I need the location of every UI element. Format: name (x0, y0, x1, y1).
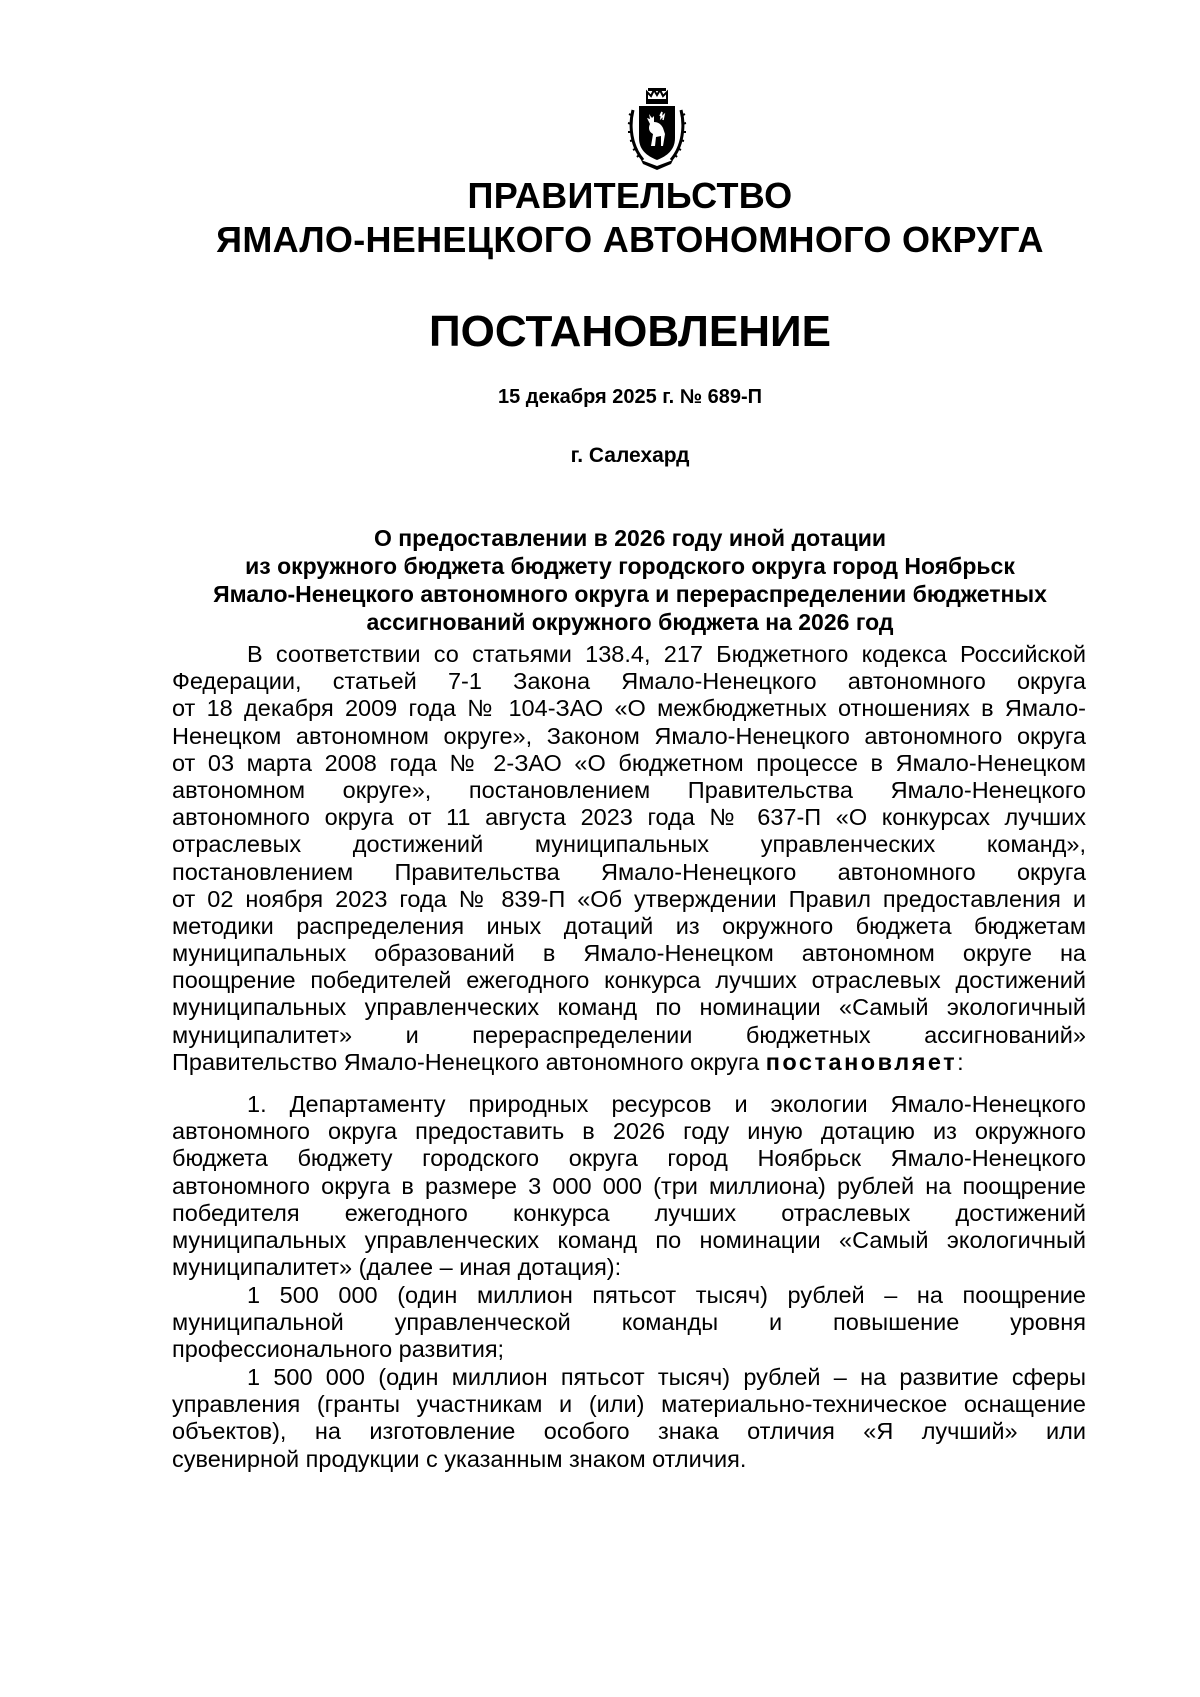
paragraph-line: отраслевых достижений муниципальных управленческих команд», (172, 831, 1086, 858)
paragraph-line: В соответствии со статьями 138.4, 217 Бюджетного кодекса Российской (247, 641, 1086, 667)
organization-title-line1: ПРАВИТЕЛЬСТВО (467, 175, 793, 216)
paragraph-line: автономном округе», постановлением Правительства Ямало-Ненецкого (172, 776, 1086, 803)
paragraph-line: сувенирной продукции с указанным знаком отличия. (172, 1445, 747, 1472)
paragraph-line: поощрение победителей ежегодного конкурса лучших отраслевых достижений (172, 967, 1086, 994)
paragraph-line: от 02 ноября 2023 года № 839-П «Об утверждении Правил предоставления и (172, 885, 1086, 912)
paragraph-line: профессионального развития; (172, 1336, 505, 1363)
subject-line: из окружного бюджета бюджету городского округа город Ноябрьск (245, 553, 1015, 579)
paragraph-line: автономного округа от 11 августа 2023 года № 637-П «О конкурсах лучших (172, 804, 1086, 831)
subject-line: Ямало-Ненецкого автономного округа и перераспределении бюджетных (213, 581, 1047, 607)
paragraph-line: 1. Департаменту природных ресурсов и экологии Ямало-Ненецкого (247, 1091, 1086, 1117)
document-place: г. Салехард (570, 444, 690, 467)
paragraph-line: муниципальной управленческой команды и повышение уровня (172, 1309, 1086, 1336)
resolves-keyword: постановляет (765, 1048, 958, 1075)
paragraph-line: методики распределения иных дотаций из окружного бюджета бюджетам (172, 912, 1086, 939)
paragraph-line: управления (гранты участникам и (или) материально-техническое оснащение (172, 1391, 1086, 1418)
paragraph-line: победителя ежегодного конкурса лучших отраслевых достижений (172, 1199, 1086, 1226)
document-date-number: 15 декабря 2025 г. № 689-П (497, 386, 763, 408)
item-1-paragraph (172, 1091, 1086, 1281)
subject-line: О предоставлении в 2026 году иной дотации (373, 525, 887, 551)
paragraph-line: муниципалитет» (далее – иная дотация): (172, 1254, 622, 1281)
item-1-part-b-paragraph (172, 1364, 1086, 1473)
paragraph-line: Федерации, статьей 7-1 Закона Ямало-Ненецкого автономного округа (172, 668, 1086, 695)
paragraph-line: автономного округа предоставить в 2026 году иную дотацию из окружного (172, 1118, 1086, 1145)
preamble-paragraph (172, 641, 1086, 1076)
paragraph-line: постановлением Правительства Ямало-Ненецкого автономного округа (172, 858, 1086, 885)
paragraph-line-final (172, 1049, 1086, 1076)
paragraph-line: объектов), на изготовление особого знака отличия «Я лучший» или (172, 1418, 1086, 1445)
paragraph-line: от 03 марта 2008 года № 2-ЗАО «О бюджетном процессе в Ямало-Ненецком (172, 749, 1086, 776)
paragraph-line: муниципальных управленческих команд по номинации «Самый экологичный (172, 994, 1086, 1021)
paragraph-line: 1 500 000 (один миллион пятьсот тысяч) рублей – на развитие сферы (247, 1364, 1086, 1390)
paragraph-line: муниципалитет» и перераспределении бюджетных ассигнований» (172, 1021, 1086, 1048)
paragraph-line: муниципальных образований в Ямало-Ненецком автономном округе на (172, 940, 1086, 967)
document-type: ПОСТАНОВЛЕНИЕ (428, 307, 832, 356)
document-subject (160, 524, 1100, 636)
paragraph-line: 1 500 000 (один миллион пятьсот тысяч) рублей – на поощрение (247, 1282, 1086, 1308)
paragraph-line: бюджета бюджету городского округа город Ноябрьск Ямало-Ненецкого (172, 1145, 1086, 1172)
colon: : (957, 1048, 964, 1075)
organization-title-line2: ЯМАЛО-НЕНЕЦКОГО АВТОНОМНОГО ОКРУГА (216, 219, 1044, 260)
item-1-part-a-paragraph (172, 1282, 1086, 1364)
subject-line: ассигнований окружного бюджета на 2026 год (366, 609, 894, 635)
paragraph-line: автономного округа в размере 3 000 000 (три миллиона) рублей на поощрение (172, 1172, 1086, 1199)
yamalo-nenets-coat-of-arms-icon (627, 86, 687, 172)
paragraph-line: муниципальных управленческих команд по номинации «Самый экологичный (172, 1226, 1086, 1253)
paragraph-line: от 18 декабря 2009 года № 104-ЗАО «О межбюджетных отношениях в Ямало- (172, 695, 1086, 722)
government-text: Правительство Ямало-Ненецкого автономного округа (172, 1048, 760, 1075)
paragraph-line: Ненецком автономном округе», Законом Ямало-Ненецкого автономного округа (172, 722, 1086, 749)
